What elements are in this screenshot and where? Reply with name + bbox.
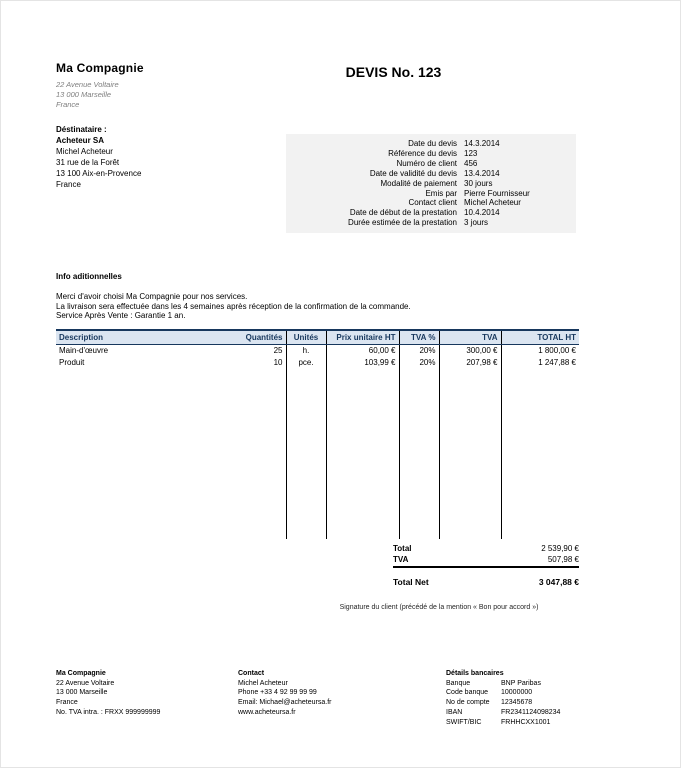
meta-row: [292, 198, 570, 208]
recipient-line: 13 100 Aix-en-Provence: [56, 169, 142, 178]
col-header-vat-rate: TVA %: [399, 330, 439, 345]
bank-label: IBAN: [446, 708, 463, 716]
document-title: DEVIS No. 123: [345, 64, 442, 80]
additional-info-text: [56, 292, 411, 321]
quote-meta-box: [286, 134, 576, 233]
bank-value: FRHHCXX1001: [501, 718, 551, 726]
table-filler-row: [56, 369, 579, 539]
item-description: Produit: [59, 358, 85, 367]
vat-total-value: 507,98 €: [547, 555, 579, 564]
bank-value: 12345678: [501, 699, 533, 707]
item-unit-price: 103,99 €: [326, 357, 399, 369]
footer-company: [56, 669, 238, 727]
meta-label: Date de début de la prestation: [349, 208, 457, 218]
totals-divider: [393, 566, 579, 568]
bank-row: [446, 708, 579, 718]
footer-contact-line: Michel Acheteur: [238, 679, 288, 687]
recipient-line: Michel Acheteur: [56, 147, 113, 156]
bank-label: SWIFT/BIC: [446, 718, 482, 726]
item-unit: pce.: [286, 357, 326, 369]
footer: [56, 669, 579, 727]
net-total-value: 3 047,88 €: [538, 577, 579, 587]
sender-address-line: 13 000 Marseille: [56, 89, 112, 99]
bank-value: FR2341124098234: [501, 708, 561, 716]
recipient-line: 31 rue de la Forêt: [56, 158, 120, 167]
meta-value: 456: [464, 158, 478, 168]
meta-value: Pierre Fournisseur: [464, 188, 530, 198]
item-vat: 207,98 €: [439, 357, 501, 369]
meta-value: 123: [464, 148, 478, 158]
item-total: 1 247,88 €: [538, 358, 576, 367]
bank-row: [446, 718, 579, 728]
sender-address-line: France: [56, 99, 80, 109]
signature-note: Signature du client (précédé de la mention « Bon pour accord »): [339, 604, 539, 611]
bank-value: BNP Paribas: [501, 679, 541, 687]
additional-info-line: Service Après Vente : Garantie 1 an.: [56, 311, 186, 321]
sender-address-line: 22 Avenue Voltaire: [56, 80, 119, 89]
net-total-label: Total Net: [393, 577, 429, 587]
items-table-header-row: [56, 330, 579, 345]
recipient-block: [56, 124, 141, 190]
meta-row: [292, 139, 570, 149]
item-quantity: 10: [231, 357, 286, 369]
meta-value: 30 jours: [464, 178, 493, 188]
footer-contact: [238, 669, 446, 727]
meta-label: Référence du devis: [388, 148, 457, 158]
bank-row: [446, 688, 579, 698]
meta-label: Date de validité du devis: [369, 168, 457, 178]
additional-info-section: [56, 272, 411, 321]
meta-label: Modalité de paiement: [380, 178, 457, 188]
item-vat: 300,00 €: [439, 345, 501, 358]
meta-value: 13.4.2014: [464, 168, 500, 178]
meta-value: 14.3.2014: [464, 139, 500, 148]
item-description: Main-d'œuvre: [59, 346, 109, 355]
recipient-heading: Déstinataire :: [56, 125, 107, 134]
item-vat-rate: 20%: [399, 357, 439, 369]
meta-label: Contact client: [408, 198, 457, 208]
col-header-vat: TVA: [439, 330, 501, 345]
bank-label: Code banque: [446, 689, 489, 697]
bank-label: No de compte: [446, 699, 490, 707]
footer-company-line: No. TVA intra. : FRXX 999999999: [56, 708, 161, 716]
footer-contact-email: Email: Michael@acheteursa.fr: [238, 699, 332, 707]
meta-row: [292, 169, 570, 179]
footer-bank-heading: Détails bancaires: [446, 670, 504, 677]
col-header-total: TOTAL HT: [501, 330, 579, 345]
meta-row: [292, 218, 570, 228]
col-header-unit: Unités: [286, 330, 326, 345]
footer-contact-line: Phone +33 4 92 99 99 99: [238, 689, 317, 697]
item-vat-rate: 20%: [399, 345, 439, 358]
bank-label: Banque: [446, 679, 471, 687]
item-quantity: 25: [231, 345, 286, 358]
table-row: [56, 357, 579, 369]
footer-company-line: France: [56, 699, 78, 707]
meta-row: [292, 179, 570, 189]
footer-company-heading: Ma Compagnie: [56, 670, 106, 677]
footer-company-line: 22 Avenue Voltaire: [56, 679, 115, 687]
meta-value: 3 jours: [464, 218, 489, 228]
meta-label: Emis par: [425, 188, 457, 198]
meta-value: 10.4.2014: [464, 208, 500, 218]
additional-info-heading: Info aditionnelles: [56, 272, 122, 281]
vat-total-label: TVA: [393, 555, 409, 564]
meta-row: [292, 159, 570, 169]
items-table: [56, 329, 579, 539]
vat-total-row: [393, 554, 579, 565]
footer-bank-details: [446, 669, 579, 727]
meta-row: [292, 189, 570, 199]
sender-name: Ma Compagnie: [56, 61, 144, 75]
bank-value: 10000000: [501, 689, 533, 697]
col-header-unit-price: Prix unitaire HT: [326, 330, 399, 345]
meta-label: Numéro de client: [396, 158, 457, 168]
meta-label: Durée estimée de la prestation: [348, 218, 457, 228]
total-row: [393, 543, 579, 554]
item-unit-price: 60,00 €: [326, 345, 399, 358]
recipient-line: France: [56, 180, 81, 189]
total-label: Total: [393, 544, 412, 553]
col-header-quantity: Quantités: [231, 330, 286, 345]
meta-label: Date du devis: [408, 139, 457, 148]
additional-info-line: Merci d'avoir choisi Ma Compagnie pour nos services.: [56, 292, 248, 301]
bank-row: [446, 698, 579, 708]
net-total-row: [393, 577, 579, 588]
item-unit: h.: [286, 345, 326, 358]
bank-row: [446, 679, 579, 689]
additional-info-line: La livraison sera effectuée dans les 4 semaines après réception de la confirmation de la commande.: [56, 301, 411, 311]
total-value: 2 539,90 €: [541, 544, 579, 553]
footer-contact-website: www.acheteursa.fr: [238, 708, 296, 716]
footer-company-line: 13 000 Marseille: [56, 689, 108, 697]
recipient-name: Acheteur SA: [56, 136, 105, 145]
table-row: [56, 345, 579, 358]
item-total: 1 800,00 €: [538, 346, 576, 355]
footer-contact-heading: Contact: [238, 670, 265, 677]
meta-row: [292, 208, 570, 218]
totals-block: [393, 543, 579, 588]
sender-address: [56, 80, 144, 109]
meta-row: [292, 149, 570, 159]
col-header-description: Description: [56, 330, 231, 345]
meta-value: Michel Acheteur: [464, 198, 521, 208]
